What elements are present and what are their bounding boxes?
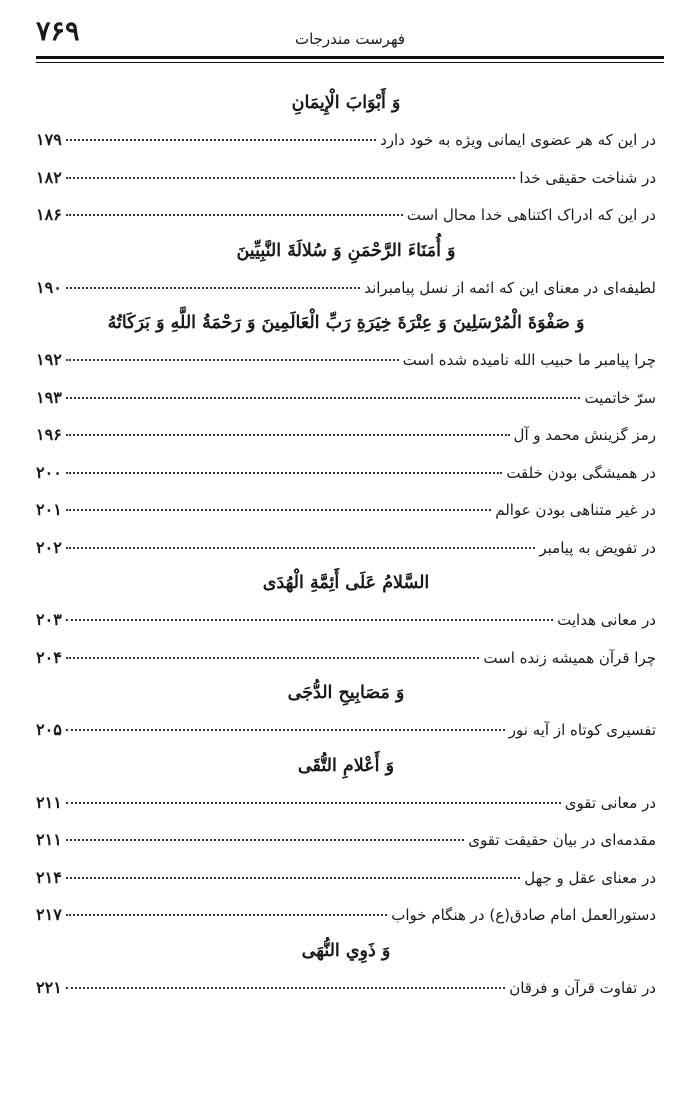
section-heading: وَ أُمَنَاءَ الرَّحْمَنِ وَ سُلالَةَ النَّبِيِّينَ [236,240,456,261]
page-number: ۷۶۹ [36,16,80,47]
section-heading: وَ أَبْوَابَ الْإِيمَانِ [291,93,401,113]
toc-entry [36,269,656,307]
dot-leader [66,213,403,216]
section-heading: السَّلامُ عَلَى أَئِمَّةِ الْهُدَى [262,573,430,593]
toc-entry-page: ۱۷۹ [36,130,62,149]
toc-entry-title: در معنای عقل و جهل [524,868,656,887]
toc-entry-page: ۲۰۱ [36,500,62,519]
toc-entry-page: ۲۰۰ [36,462,62,482]
dot-leader [66,986,505,989]
toc-entry-page: ۱۹۰ [36,277,62,297]
toc-entry-page: ۲۰۵ [36,720,62,739]
dot-leader [66,508,491,511]
dot-leader [66,433,510,436]
dot-leader [66,913,387,916]
toc-entry-page: ۲۱۱ [36,792,62,812]
toc-entry [36,529,656,567]
toc-entry-page: ۲۲۱ [36,977,62,997]
dot-leader [66,286,360,289]
toc-entry-title: در معانی هدایت [557,611,656,629]
toc-entry-title: چرا قرآن همیشه زنده است [483,648,656,667]
dot-leader [66,546,536,549]
toc-entry [36,454,656,492]
toc-entry [36,379,656,417]
toc-entry-page: ۲۱۷ [36,905,62,924]
header-rule-thin [36,62,664,63]
toc-entry [36,969,656,1007]
toc-entry-title: مقدمه‌ای در بیان حقیقت تقوی [468,831,656,849]
toc-entry-title: سرّ خاتمیت [584,388,656,407]
toc-entry [36,821,656,859]
toc-entry [36,159,656,197]
toc-entry [36,601,656,639]
toc-entry-title: رمز گزینش محمد و آل [513,426,656,444]
running-title: فهرست مندرجات [294,30,406,48]
toc-entry [36,121,656,159]
toc-entry-title: در این که هر عضوی ایمانی ویژه به خود دارد [380,131,656,149]
section-heading: وَ أَعْلامِ التُّقَى [297,755,395,776]
toc-entry-title: در غیر متناهی بودن عوالم [495,501,656,519]
toc-entry-title: در تفاوت قرآن و فرقان [509,978,656,997]
toc-entry [36,341,656,379]
dot-leader [66,728,505,731]
dot-leader [66,471,503,474]
toc-entry-title: در همیشگی بودن خلقت [506,463,656,482]
toc-entry-page: ۲۰۳ [36,610,62,629]
dot-leader [66,876,520,879]
dot-leader [66,618,553,621]
section-heading: وَ صَفْوَةَ الْمُرْسَلِينَ وَ عِتْرَةَ خِيَرَةِ رَبِّ الْعَالَمِينَ وَ رَحْمَةُ اللَّهِ وَ بَرَكَاتُهُ [107,313,585,333]
toc-entry [36,711,656,749]
table-of-contents [36,86,656,1006]
section-heading: وَ مَصَابِيحِ الدُّجَى [287,683,405,703]
toc-entry-page: ۱۹۶ [36,425,62,444]
toc-entry [36,639,656,677]
dot-leader [66,838,464,841]
toc-entry [36,896,656,934]
dot-leader [66,396,581,399]
toc-entry-title: دستورالعمل امام صادق(ع) در هنگام خواب [391,906,656,924]
toc-entry-page: ۱۹۳ [36,387,62,407]
section-heading: وَ ذَوِي النُّهَى [301,940,391,961]
toc-entry [36,491,656,529]
dot-leader [66,656,480,659]
header-rule-thick [36,56,664,59]
toc-entry-page: ۲۰۴ [36,647,62,667]
toc-entry [36,859,656,897]
toc-entry-title: تفسیری کوتاه از آیه نور [508,721,656,739]
toc-entry-title: لطیفه‌ای در معنای این که ائمه از نسل پیامبراند [364,278,656,297]
toc-entry-title: چرا پیامبر ما حبیب الله نامیده شده است [402,351,656,369]
toc-entry-title: در تفویض به پیامبر [539,538,656,557]
toc-entry-title: در شناخت حقیقی خدا [519,168,656,187]
toc-entry-page: ۱۹۲ [36,350,62,369]
toc-entry-page: ۱۸۲ [36,167,62,187]
toc-entry-page: ۲۱۱ [36,830,62,849]
dot-leader [66,358,399,361]
toc-entry-title: در این که ادراک اکتناهی خدا محال است [406,206,656,224]
toc-entry-page: ۲۰۲ [36,537,62,557]
toc-entry [36,784,656,822]
dot-leader [66,801,561,804]
toc-entry-page: ۲۱۴ [36,867,62,887]
toc-entry [36,416,656,454]
dot-leader [66,176,516,179]
toc-entry-page: ۱۸۶ [36,205,62,224]
toc-entry-title: در معانی تقوی [564,793,656,812]
dot-leader [66,138,376,141]
toc-entry [36,196,656,234]
